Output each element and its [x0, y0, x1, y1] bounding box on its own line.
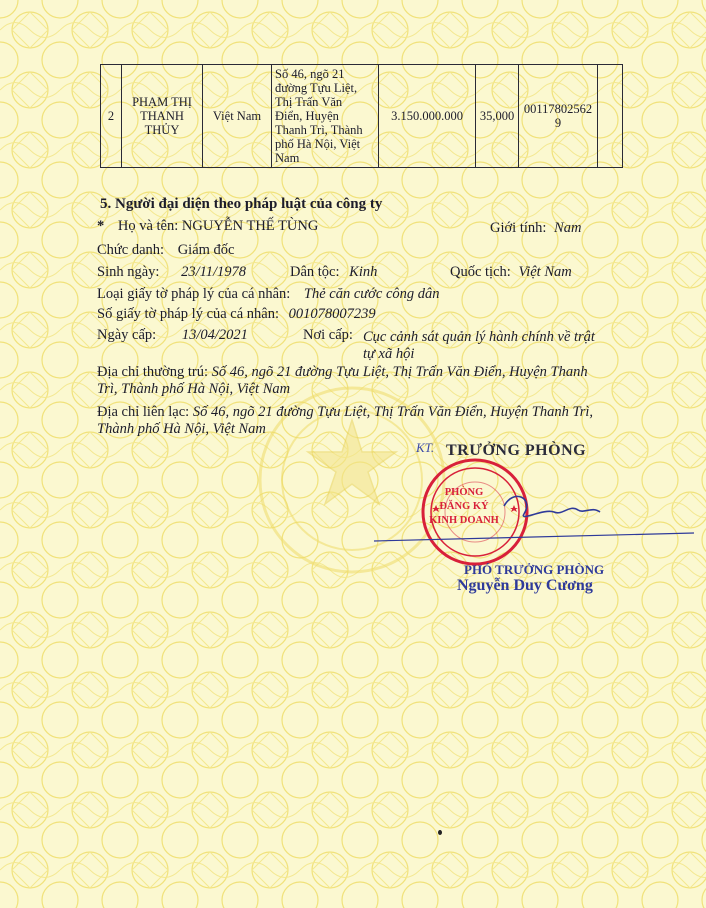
cell-nationality: Việt Nam — [203, 65, 272, 168]
nationality-row — [450, 264, 572, 281]
issue-date-row — [97, 327, 248, 344]
position-label: Chức danh: — [97, 242, 165, 258]
permanent-address-line: Số 46, ngõ 21 đường Tựu Liệt, Thị Trấn Văn Điển, Huyện Thanh — [211, 364, 588, 380]
full-name-row — [97, 218, 318, 235]
contact-address-label: Địa chỉ liên lạc: — [97, 404, 190, 420]
gender-value: Nam — [554, 220, 582, 236]
permanent-address — [97, 364, 657, 398]
signature-title: TRƯỞNG PHÒNG — [446, 442, 587, 459]
cell-signature — [598, 65, 623, 168]
doc-number-value: 001078007239 — [288, 306, 376, 322]
id-line: 00117802562 — [523, 102, 593, 116]
section-title: 5. Người đại diện theo pháp luật của công ty — [100, 196, 383, 212]
issue-place-line: tự xã hội — [363, 346, 415, 362]
cell-stt: 2 — [101, 65, 122, 168]
full-name-label: Họ và tên: — [117, 218, 179, 234]
address-line: Thị Trấn Văn — [275, 95, 343, 109]
issue-place-value — [363, 329, 595, 363]
gender-row — [490, 220, 581, 237]
cell-name: PHẠM THỊ THANH THỦY — [122, 65, 203, 168]
dob-label: Sinh ngày: — [97, 264, 160, 280]
shareholder-table — [100, 64, 623, 168]
ethnicity-value: Kinh — [349, 264, 378, 280]
full-name-value: NGUYỄN THẾ TÙNG — [181, 218, 319, 234]
ethnicity-label: Dân tộc: — [290, 264, 340, 280]
address-line: đường Tựu Liệt, — [275, 81, 358, 95]
permanent-address-label: Địa chỉ thường trú: — [97, 364, 208, 380]
ink-dot — [438, 830, 442, 835]
address-line: Điển, Huyện — [275, 109, 339, 123]
address-line: Số 46, ngõ 21 — [275, 67, 345, 81]
signature-prefix: KT. — [416, 440, 435, 455]
cell-id-number — [519, 65, 598, 168]
position-value: Giám đốc — [177, 242, 235, 258]
stamp-line: PHÒNG — [444, 487, 484, 498]
address-line: Nam — [275, 151, 300, 165]
table-row — [101, 65, 623, 168]
cell-percent: 35,000 — [476, 65, 519, 168]
nationality-label: Quốc tịch: — [450, 264, 511, 280]
stamp-line: ĐĂNG KÝ — [439, 501, 489, 512]
contact-address-line: Số 46, ngõ 21 đường Tựu Liệt, Thị Trấn Văn Điển, Huyện Thanh Trì, — [192, 404, 594, 420]
gender-label: Giới tính: — [490, 220, 547, 236]
nationality-value: Việt Nam — [518, 264, 572, 280]
issue-place-label: Nơi cấp: — [303, 327, 353, 343]
deputy-title: PHÓ TRƯỞNG PHÒNG — [464, 562, 605, 577]
cell-address — [272, 65, 379, 168]
deputy-name: Nguyễn Duy Cương — [457, 577, 593, 594]
id-line: 9 — [554, 116, 562, 130]
address-line: phố Hà Nội, Việt — [275, 137, 361, 151]
dob-value: 23/11/1978 — [181, 264, 247, 280]
cell-capital: 3.150.000.000 — [379, 65, 476, 168]
dob-row — [97, 264, 246, 281]
position-row — [97, 242, 234, 259]
stamp-line: KINH DOANH — [429, 515, 499, 526]
issue-place-line: Cục cảnh sát quản lý hành chính về trật — [363, 329, 595, 345]
doc-type-value: Thẻ căn cước công dân — [303, 286, 440, 302]
doc-type-row — [97, 286, 440, 303]
contact-address-line: Thành phố Hà Nội, Việt Nam — [97, 421, 266, 437]
address-line: Thanh Trì, Thành — [275, 123, 363, 137]
doc-type-label: Loại giấy tờ pháp lý của cá nhân: — [97, 286, 291, 302]
doc-number-row — [97, 306, 376, 323]
ethnicity-row — [290, 264, 377, 281]
doc-number-label: Số giấy tờ pháp lý của cá nhân: — [97, 306, 280, 322]
contact-address — [97, 404, 657, 438]
issue-place-row — [303, 327, 353, 344]
bullet: * — [97, 218, 105, 234]
issue-date-value: 13/04/2021 — [181, 327, 248, 343]
handwritten-signature — [374, 478, 694, 558]
issue-date-label: Ngày cấp: — [97, 327, 157, 343]
permanent-address-line: Trì, Thành phố Hà Nội, Việt Nam — [97, 381, 291, 397]
